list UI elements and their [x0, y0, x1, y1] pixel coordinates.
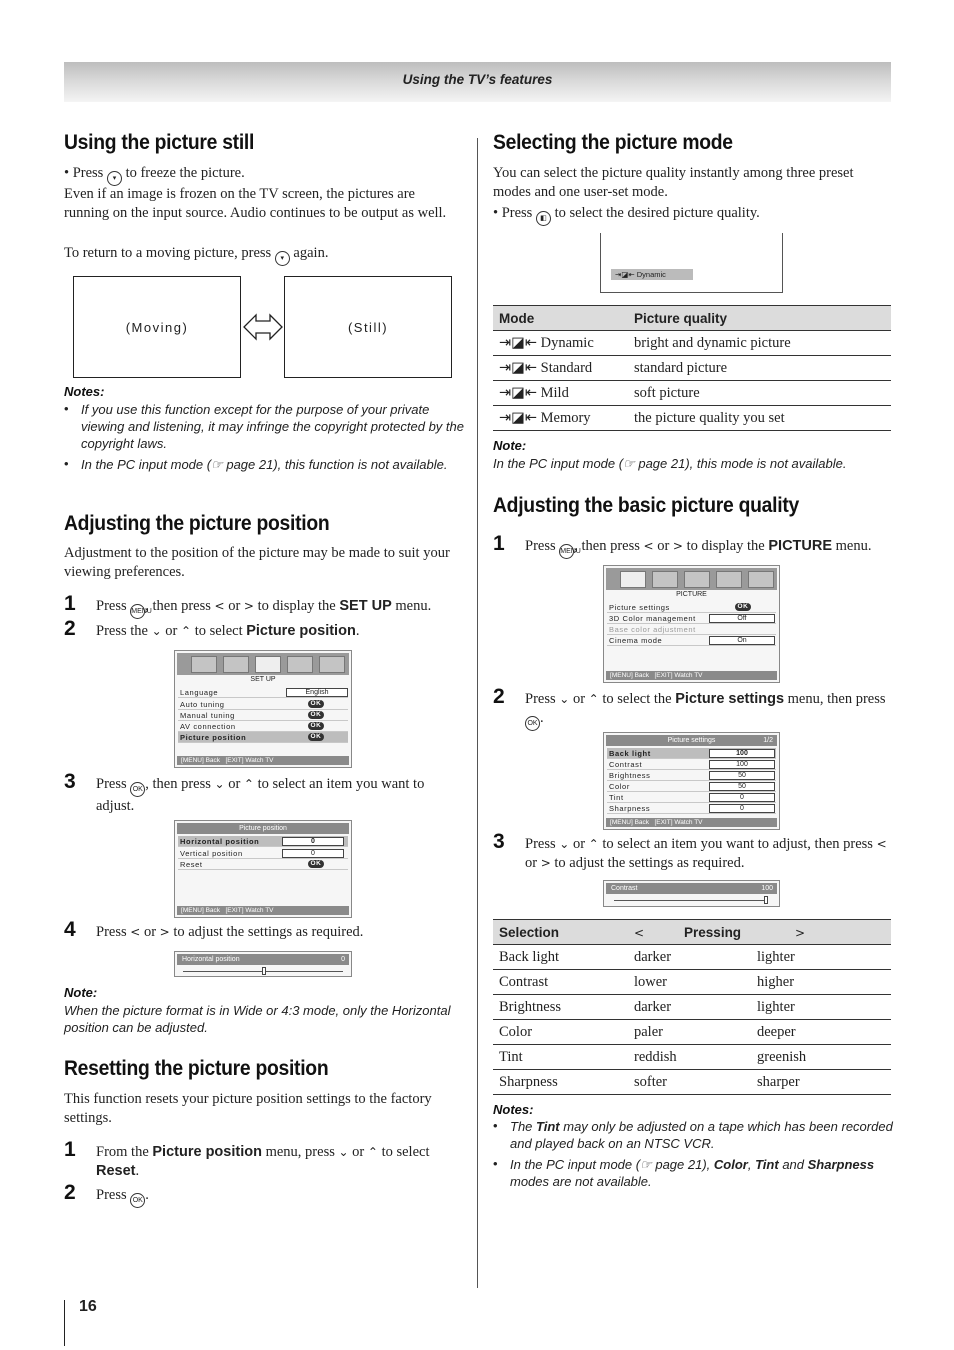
- timer-tab-icon: [287, 656, 313, 673]
- menu-row: 3D Color management Off: [607, 613, 776, 624]
- position-step-3: Press OK , then press ⌄ or ⌃ to select an item you want to adjust.: [96, 776, 425, 814]
- still-note-2: In the PC input mode (☞ page 21), this function is not available.: [81, 457, 448, 472]
- mode-bullet: • Press ◧ to select the desired picture quality.: [493, 204, 760, 226]
- notes-heading: Notes:: [493, 1102, 534, 1117]
- quality-step-3: Press ⌄ or ⌃ to select an item you want to adjust, then press < or > to adjust the settings as required.: [525, 836, 887, 871]
- note-heading: Note:: [64, 985, 98, 1000]
- column-divider: [477, 138, 478, 1288]
- menu-row: Tint 0: [607, 792, 776, 803]
- still-return-paragraph: To return to a moving picture, press ▾ again.: [64, 244, 328, 266]
- heading-picture-mode: Selecting the picture mode: [493, 131, 733, 154]
- heading-picture-still: Using the picture still: [64, 131, 255, 154]
- menu-row-selected: Back light 100: [607, 748, 776, 759]
- quality-step-2: Press ⌄ or ⌃ to select the Picture settings menu, then press OK .: [525, 690, 893, 731]
- ok-button-icon: OK: [525, 716, 540, 731]
- table-row: Contrast lower higher: [493, 970, 891, 995]
- menu-row: Language English: [178, 687, 348, 698]
- picture-position-screen: Picture position Horizontal position 0 Vertical position 0 Reset OK [MENU] Back [EXIT] Watch TV: [174, 820, 352, 918]
- table-row: ⇥◪⇤ Memory the picture quality you set: [493, 406, 891, 431]
- menu-row: Auto tuning OK: [178, 699, 348, 710]
- menu-row: Brightness 50: [607, 770, 776, 781]
- page-number-rule: [64, 1300, 65, 1346]
- table-row: Back light darker lighter: [493, 945, 891, 970]
- menu-footer: [MENU] Back [EXIT] Watch TV: [606, 818, 777, 827]
- note-heading: Note:: [493, 438, 527, 453]
- menu-row-selected: Horizontal position 0: [178, 836, 348, 847]
- table-row: Sharpness softer sharper: [493, 1070, 891, 1095]
- quality-step-1: Press MENU, then press < or > to display the PICTURE menu.: [525, 537, 893, 559]
- menu-button-icon: MENU: [559, 544, 574, 559]
- menu-icon-bar: [606, 568, 777, 590]
- picture-settings-screen: Picture settings 1/2 Back light 100 Contrast 100 Brightness 50 Color 50 Tint 0 Sharpness 0 [MENU] Back [EXIT] Watch TV: [603, 732, 780, 830]
- setup-tab-icon: [255, 656, 281, 673]
- timer-tab-icon: [716, 571, 742, 588]
- position-step-2: Press the ⌄ or ⌃ to select Picture position.: [96, 623, 360, 639]
- still-picture-box: (Still): [284, 276, 452, 378]
- picture-mode-button-icon: ◧: [536, 211, 551, 226]
- table-row: Brightness darker lighter: [493, 995, 891, 1020]
- quality-note-2: In the PC input mode (☞ page 21), Color, Tint and Sharpness modes are not available.: [510, 1157, 875, 1189]
- section-header-banner: [64, 62, 891, 102]
- table-row: ⇥◪⇤ Mild soft picture: [493, 381, 891, 406]
- heading-reset-position: Resetting the picture position: [64, 1057, 329, 1080]
- table-row: Tint reddish greenish: [493, 1045, 891, 1070]
- picture-mode-osd-screen: [600, 233, 783, 293]
- moving-picture-box: (Moving): [73, 276, 241, 378]
- notes-heading: Notes:: [64, 384, 105, 399]
- menu-row: Contrast 100: [607, 759, 776, 770]
- mode-intro: You can select the picture quality instantly among three preset modes and one user-set mode.: [493, 165, 854, 200]
- reset-intro: This function resets your picture position settings to the factory settings.: [64, 1091, 432, 1126]
- menu-footer: [MENU] Back [EXIT] Watch TV: [606, 671, 777, 680]
- contrast-bar: Contrast 100: [603, 880, 780, 907]
- picture-mode-table: Mode Picture quality ⇥◪⇤ Dynamic bright and dynamic picture ⇥◪⇤ Standard standard picture ⇥◪⇤ Mild soft picture ⇥◪⇤ Memory the picture quality you set: [493, 305, 891, 431]
- position-intro: Adjustment to the position of the picture may be made to suit your viewing preferences.: [64, 545, 450, 580]
- quality-note-1: The Tint may only be adjusted on a tape which has been recorded and played back on an NTSC VCR.: [510, 1119, 893, 1151]
- slider-track: [614, 900, 767, 901]
- tools-tab-icon: [748, 571, 774, 588]
- menu-row: Picture settings OK: [607, 602, 776, 613]
- position-note: When the picture format is in Wide or 4:3 mode, only the Horizontal position can be adjusted.: [64, 1003, 451, 1035]
- picture-menu-screen: PICTURE Picture settings OK 3D Color management Off Base color adjustment Cinema mode On [MENU] Back [EXIT] Watch TV: [603, 565, 780, 683]
- table-row: Color paler deeper: [493, 1020, 891, 1045]
- menu-row: Color 50: [607, 781, 776, 792]
- mode-note: In the PC input mode (☞ page 21), this mode is not available.: [493, 456, 847, 471]
- menu-row: AV connection OK: [178, 721, 348, 732]
- menu-row: Sharpness 0: [607, 803, 776, 814]
- tools-tab-icon: [319, 656, 345, 673]
- still-bullet: • Press ▾ to freeze the picture.: [64, 164, 245, 186]
- menu-icon-bar: [177, 653, 349, 675]
- menu-row: Cinema mode On: [607, 635, 776, 646]
- slider-knob: [764, 896, 768, 904]
- menu-footer: [MENU] Back [EXIT] Watch TV: [177, 756, 349, 765]
- freeze-button-icon: ▾: [275, 251, 290, 266]
- heading-basic-quality: Adjusting the basic picture quality: [493, 494, 799, 517]
- freeze-button-icon: ▾: [107, 171, 122, 186]
- sound-tab-icon: [223, 656, 249, 673]
- double-arrow-icon: [242, 311, 284, 343]
- reset-step-2: Press OK .: [96, 1186, 149, 1208]
- slider-knob: [262, 967, 266, 975]
- still-note-1: If you use this function except for the purpose of your private viewing and listening, it may infringe the copyright protected by the copyright laws.: [81, 402, 464, 451]
- picture-tab-icon: [191, 656, 217, 673]
- menu-row: Manual tuning OK: [178, 710, 348, 721]
- adjustment-table: Selection < Pressing > Back light darker lighter Contrast lower higher Brightness darker lighter Color paler deeper Tint reddish greenish Sharpness softer sharper: [493, 919, 891, 1095]
- picture-mode-osd: ⇥◪⇤ Dynamic: [611, 269, 693, 280]
- table-row: ⇥◪⇤ Standard standard picture: [493, 356, 891, 381]
- horizontal-position-bar: Horizontal position 0: [174, 951, 352, 977]
- page-number: 16: [79, 1298, 97, 1315]
- still-paragraph: Even if an image is frozen on the TV screen, the pictures are running on the input source. Audio continues to be output as well.: [64, 186, 447, 221]
- sound-tab-icon: [652, 571, 678, 588]
- picture-tab-icon: [620, 571, 646, 588]
- setup-tab-icon: [684, 571, 710, 588]
- setup-menu-screen: SET UP Language English Auto tuning OK Manual tuning OK AV connection OK Picture position OK [MENU] Back [EXIT] Watch TV: [174, 650, 352, 768]
- menu-footer: [MENU] Back [EXIT] Watch TV: [177, 906, 349, 915]
- menu-row-disabled: Base color adjustment: [607, 624, 776, 635]
- menu-row: Reset OK: [178, 859, 348, 870]
- menu-row: Vertical position 0: [178, 848, 348, 859]
- ok-button-icon: OK: [130, 1193, 145, 1208]
- table-row: ⇥◪⇤ Dynamic bright and dynamic picture: [493, 331, 891, 356]
- menu-button-icon: MENU: [130, 604, 145, 619]
- position-step-4: Press < or > to adjust the settings as required.: [96, 924, 364, 940]
- ok-button-icon: OK: [130, 782, 145, 797]
- position-step-1: Press MENU, then press < or > to display the SET UP menu.: [96, 597, 466, 619]
- menu-row-selected: Picture position OK: [178, 732, 348, 743]
- heading-picture-position: Adjusting the picture position: [64, 512, 330, 535]
- reset-step-1: From the Picture position menu, press ⌄ or ⌃ to select Reset.: [96, 1144, 430, 1179]
- section-header-title: Using the TV’s features: [402, 72, 553, 87]
